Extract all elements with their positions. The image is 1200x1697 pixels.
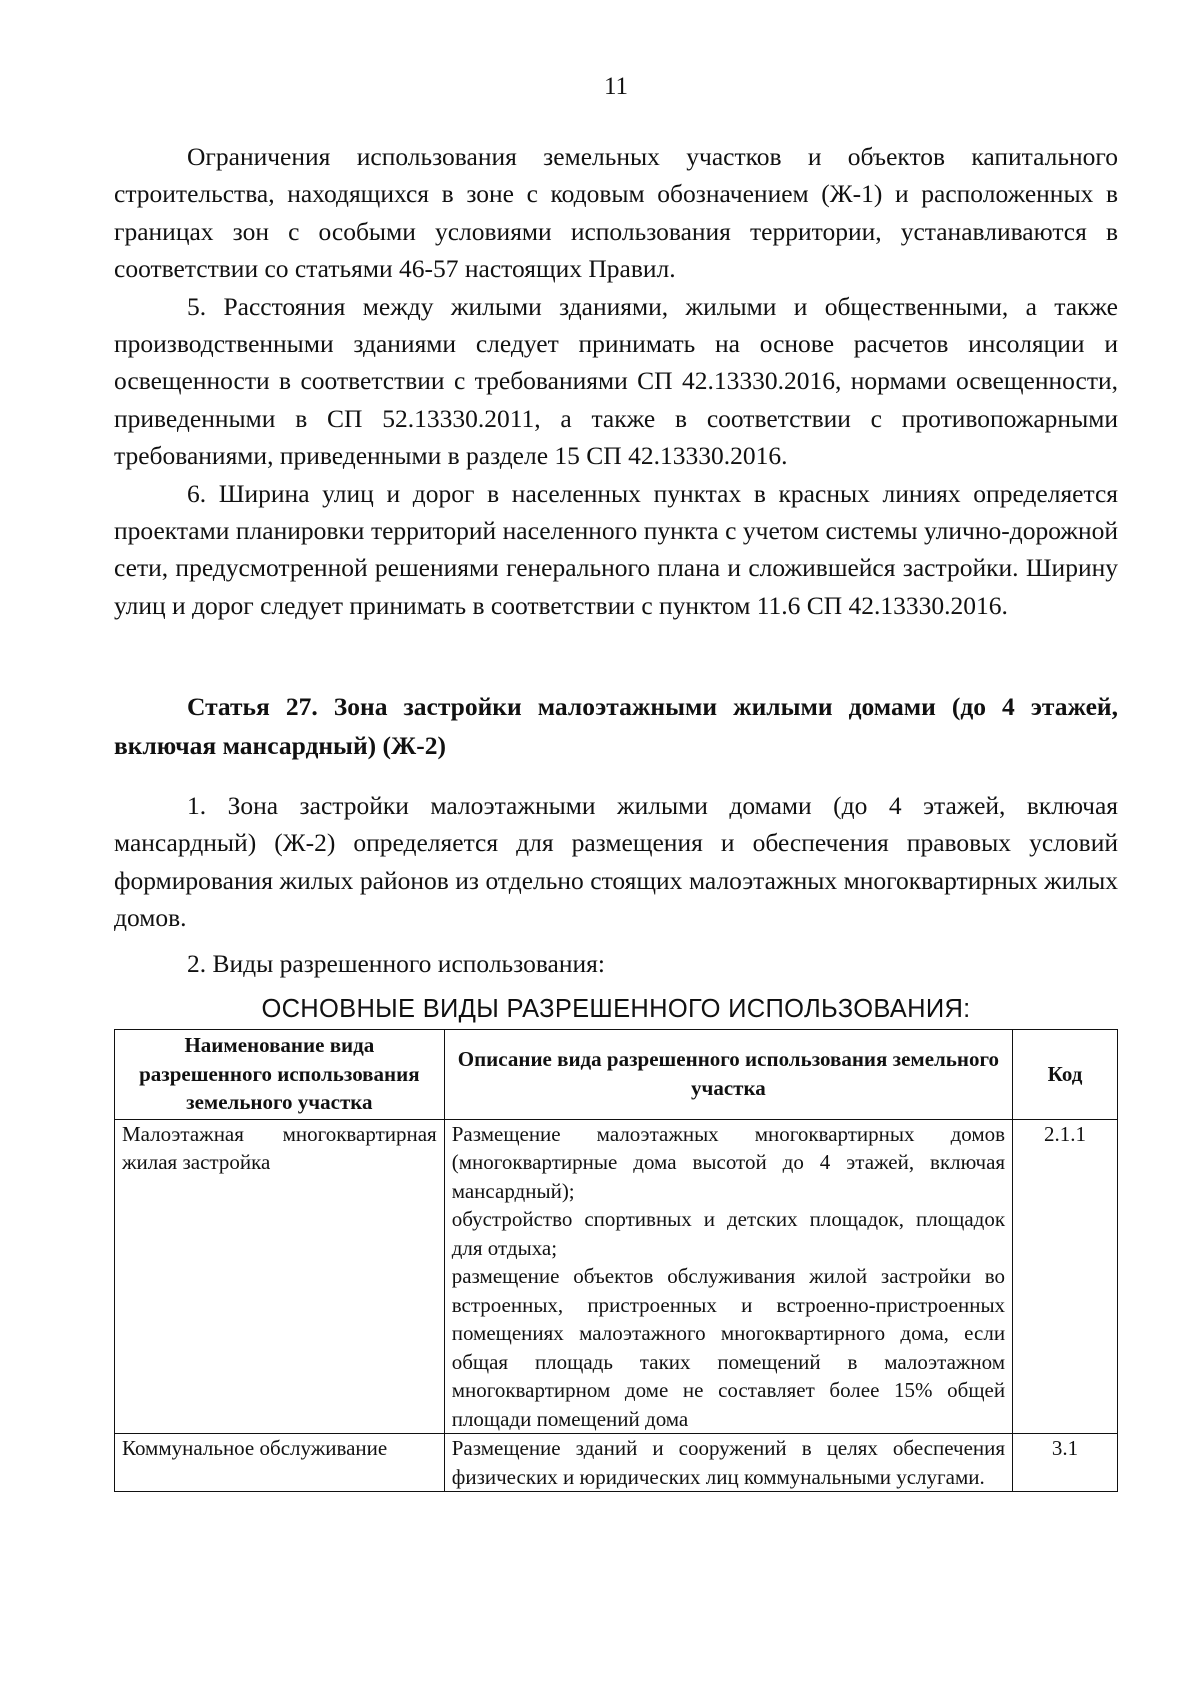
use-name-cell: Коммунальное обслуживание bbox=[115, 1434, 445, 1492]
use-description-cell bbox=[444, 1119, 1012, 1434]
paragraph-restrictions: Ограничения использования земельных участков и объектов капитального строительства, находящихся в зоне с кодовым обозначением (Ж-1) и расположенных в границах зон с особыми условиями использования территории, устанавливаются в соответствии со статьями 46-57 настоящих Правил. bbox=[114, 142, 1118, 284]
description-line: Размещение зданий и сооружений в целях обеспечения физических и юридических лиц коммунальными услугами. bbox=[451, 1436, 1006, 1489]
permitted-uses-table bbox=[114, 1029, 1118, 1492]
use-name-cell: Малоэтажная многоквартирная жилая застройка bbox=[115, 1119, 445, 1434]
table-row bbox=[115, 1434, 1118, 1492]
article-paragraph-1: 1. Зона застройки малоэтажными жилыми домами (до 4 этажей, включая мансардный) (Ж-2) определяется для размещения и обеспечения правовых условий формирования жилых районов из отдельно стоящих малоэтажных многоквартирных жилых домов. bbox=[114, 791, 1118, 933]
header-use-name: Наименование вида разрешенного использования земельного участка bbox=[115, 1030, 445, 1120]
description-line: обустройство спортивных и детских площадок, площадок для отдыха; bbox=[451, 1207, 1006, 1260]
article-27-heading: Статья 27. Зона застройки малоэтажными жилыми домами (до 4 этажей, включая мансардный) (Ж-2) bbox=[114, 692, 1118, 760]
description-line: размещение объектов обслуживания жилой застройки во встроенных, пристроенных и встроенно-пристроенных помещениях малоэтажного многоквартирного дома, если общая площадь таких помещений в малоэтажном многоквартирном доме не составляет более 15% общей площади помещений дома bbox=[451, 1264, 1006, 1431]
header-use-description: Описание вида разрешенного использования земельного участка bbox=[444, 1030, 1012, 1120]
use-code-cell: 2.1.1 bbox=[1013, 1119, 1118, 1434]
paragraph-5-distances: 5. Расстояния между жилыми зданиями, жилыми и общественными, а также производственными зданиями следует принимать на основе расчетов инсоляции и освещенности в соответствии с требованиями СП 42.13330.2016, нормами освещенности, приведенными в СП 52.13330.2011, а также в соответствии с противопожарными требованиями, приведенными в разделе 15 СП 42.13330.2016. bbox=[114, 291, 1118, 471]
table-caption: ОСНОВНЫЕ ВИДЫ РАЗРЕШЕННОГО ИСПОЛЬЗОВАНИЯ: bbox=[261, 995, 971, 1023]
page-number: 11 bbox=[603, 73, 629, 100]
use-code-cell: 3.1 bbox=[1013, 1434, 1118, 1492]
article-27-body bbox=[114, 787, 1118, 937]
use-description-cell bbox=[444, 1434, 1012, 1492]
table-row bbox=[115, 1119, 1118, 1434]
intro-paragraphs bbox=[114, 138, 1118, 624]
article-paragraph-2: 2. Виды разрешенного использования: bbox=[187, 949, 605, 978]
paragraph-6-street-width: 6. Ширина улиц и дорог в населенных пунктах в красных линиях определяется проектами планировки территорий населенного пункта с учетом системы улично-дорожной сети, предусмотренной решениями генерального плана и сложившейся застройки. Ширину улиц и дорог следует принимать в соответствии с пунктом 11.6 СП 42.13330.2016. bbox=[114, 478, 1118, 620]
header-code: Код bbox=[1013, 1030, 1118, 1120]
description-line: Размещение малоэтажных многоквартирных домов (многоквартирные дома высотой до 4 этажей, включая мансардный); bbox=[451, 1121, 1006, 1203]
table-header-row bbox=[115, 1030, 1118, 1120]
